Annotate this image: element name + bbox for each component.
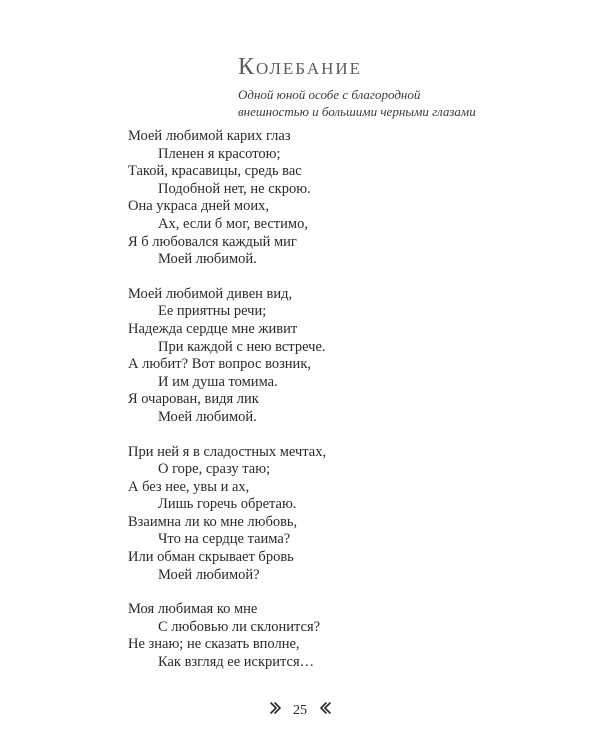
- poem-line: Как взгляд ее искрится…: [158, 654, 315, 671]
- poem-line: Она украса дней моих,: [128, 198, 269, 215]
- poem-line: Моей любимой.: [158, 251, 257, 268]
- poem-line: Моей любимой.: [158, 408, 257, 425]
- page-footer: [0, 702, 600, 719]
- page-number: 25: [293, 702, 307, 718]
- poem-body: [128, 128, 528, 689]
- poem-line: Что на сердце таима?: [158, 531, 291, 548]
- poem-line: С любовью ли склонится?: [158, 618, 321, 635]
- stanza: [128, 286, 528, 427]
- poem-line: О горе, сразу таю;: [158, 461, 271, 478]
- stanza: [128, 601, 528, 671]
- poem-line: Пленен я красотою;: [158, 145, 281, 162]
- poem-line: Взаимна ли ко мне любовь,: [128, 513, 298, 530]
- epigraph-line-2: внешностью и большими черными глазами: [238, 104, 476, 119]
- epigraph-line-1: Одной юной особе с благородной: [238, 87, 421, 102]
- poem-line: Не знаю; не сказать вполне,: [128, 636, 300, 653]
- stanza: [128, 128, 528, 269]
- poem-line: Или обман скрывает бровь: [128, 549, 294, 566]
- poem-line: Подобной нет, не скрою.: [158, 180, 311, 197]
- poem-line: Ее приятны речи;: [158, 303, 267, 320]
- poem-line: И им душа томима.: [158, 373, 278, 390]
- poem-line: А любит? Вот вопрос возник,: [128, 356, 311, 373]
- poem-line: Моей любимой?: [158, 566, 260, 583]
- poem-line: Моей любимой дивен вид,: [128, 285, 293, 302]
- poem-line: При каждой с нею встрече.: [158, 338, 326, 355]
- poem-line: Моя любимая ко мне: [128, 601, 258, 618]
- poem-line: Я очарован, видя лик: [128, 391, 259, 408]
- stanza: [128, 444, 528, 585]
- poem-line: При ней я в сладостных мечтах,: [128, 443, 327, 460]
- poem-line: Такой, красавицы, средь вас: [128, 163, 302, 180]
- poem-line: Ах, если б мог, вестимо,: [158, 215, 308, 232]
- arrow-left-ornament-icon: [317, 702, 331, 719]
- poem-line: Лишь горечь обретаю.: [158, 496, 297, 513]
- poem-line: Надежда сердце мне живит: [128, 320, 298, 337]
- poem-title: Колебание: [237, 54, 363, 80]
- epigraph: [238, 86, 578, 120]
- arrow-right-ornament-icon: [270, 702, 284, 719]
- poem-line: Я б любовался каждый миг: [128, 233, 297, 250]
- poem-line: Моей любимой карих глаз: [128, 128, 291, 144]
- poem-line: А без нее, увы и ах,: [128, 478, 250, 495]
